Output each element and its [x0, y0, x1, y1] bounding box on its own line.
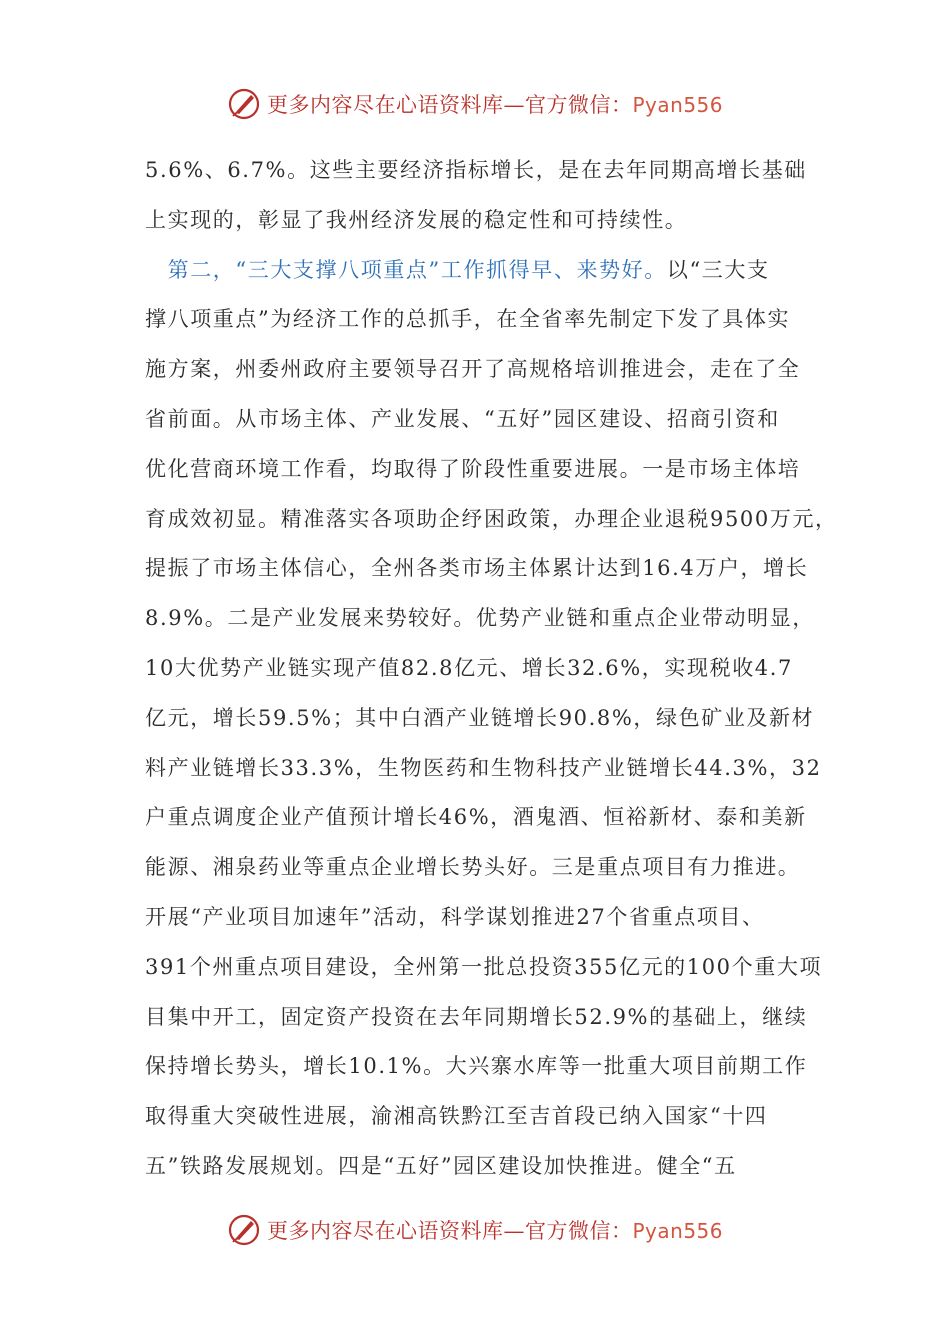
- body-line: 提振了市场主体信心，全州各类市场主体累计达到16.4万户，增长: [145, 556, 809, 581]
- body-line: 撑八项重点”为经济工作的总抓手，在全省率先制定下发了具体实: [145, 307, 791, 332]
- document-body: [145, 146, 838, 1192]
- header-contact: Pyan556: [632, 93, 723, 117]
- body-line: 亿元，增长59.5%；其中白酒产业链增长90.8%，绿色矿业及新材: [145, 705, 815, 730]
- body-line: 10大优势产业链实现产值82.8亿元、增长32.6%，实现税收4.7: [145, 655, 793, 680]
- body-line: 五”铁路发展规划。四是“五好”园区建设加快推进。健全“五: [145, 1153, 737, 1178]
- body-line: 户重点调度企业产值预计增长46%，酒鬼酒、恒裕新材、泰和美新: [145, 805, 807, 830]
- body-line: 能源、湘泉药业等重点企业增长势头好。三是重点项目有力推进。: [145, 855, 801, 880]
- body-line: 料产业链增长33.3%，生物医药和生物科技产业链增长44.3%，32: [145, 755, 822, 780]
- header-banner: [0, 84, 950, 124]
- body-line: 开展“产业项目加速年”活动，科学谋划推进27个省重点项目、: [145, 904, 765, 929]
- body-line: 育成效初显。精准落实各项助企纾困政策，办理企业退税9500万元，: [145, 506, 838, 531]
- pen-seal-icon: [227, 1213, 261, 1247]
- body-line: [145, 246, 825, 296]
- body-line: 391个州重点项目建设，全州第一批总投资355亿元的100个重大项: [145, 954, 823, 979]
- footer-banner: [0, 1210, 950, 1250]
- body-line-text: 以“三大支: [666, 257, 770, 282]
- body-line: 省前面。从市场主体、产业发展、“五好”园区建设、招商引资和: [145, 406, 780, 431]
- footer-banner-text: 更多内容尽在心语资料库—官方微信：Pyan556: [266, 1219, 723, 1243]
- body-line: 保持增长势头，增长10.1%。大兴寨水库等一批重大项目前期工作: [145, 1054, 808, 1079]
- section-heading: 第二，“三大支撑八项重点”工作抓得早、来势好。: [145, 257, 667, 282]
- body-line: 施方案，州委州政府主要领导召开了高规格培训推进会，走在了全: [145, 357, 801, 382]
- body-line: 上实现的，彰显了我州经济发展的稳定性和可持续性。: [145, 207, 688, 232]
- pen-seal-icon: [227, 87, 261, 121]
- body-line: 8.9%。二是产业发展来势较好。优势产业链和重点企业带动明显，: [145, 606, 815, 631]
- body-line: 优化营商环境工作看，均取得了阶段性重要进展。一是市场主体培: [145, 456, 801, 481]
- body-line: 取得重大突破性进展，渝湘高铁黔江至吉首段已纳入国家“十四: [145, 1104, 768, 1129]
- body-line: 目集中开工，固定资产投资在去年同期增长52.9%的基础上，继续: [145, 1004, 808, 1029]
- body-line: 5.6%、6.7%。这些主要经济指标增长，是在去年同期高增长基础: [145, 158, 807, 182]
- footer-contact: Pyan556: [632, 1219, 723, 1243]
- header-banner-text: 更多内容尽在心语资料库—官方微信：Pyan556: [266, 93, 723, 117]
